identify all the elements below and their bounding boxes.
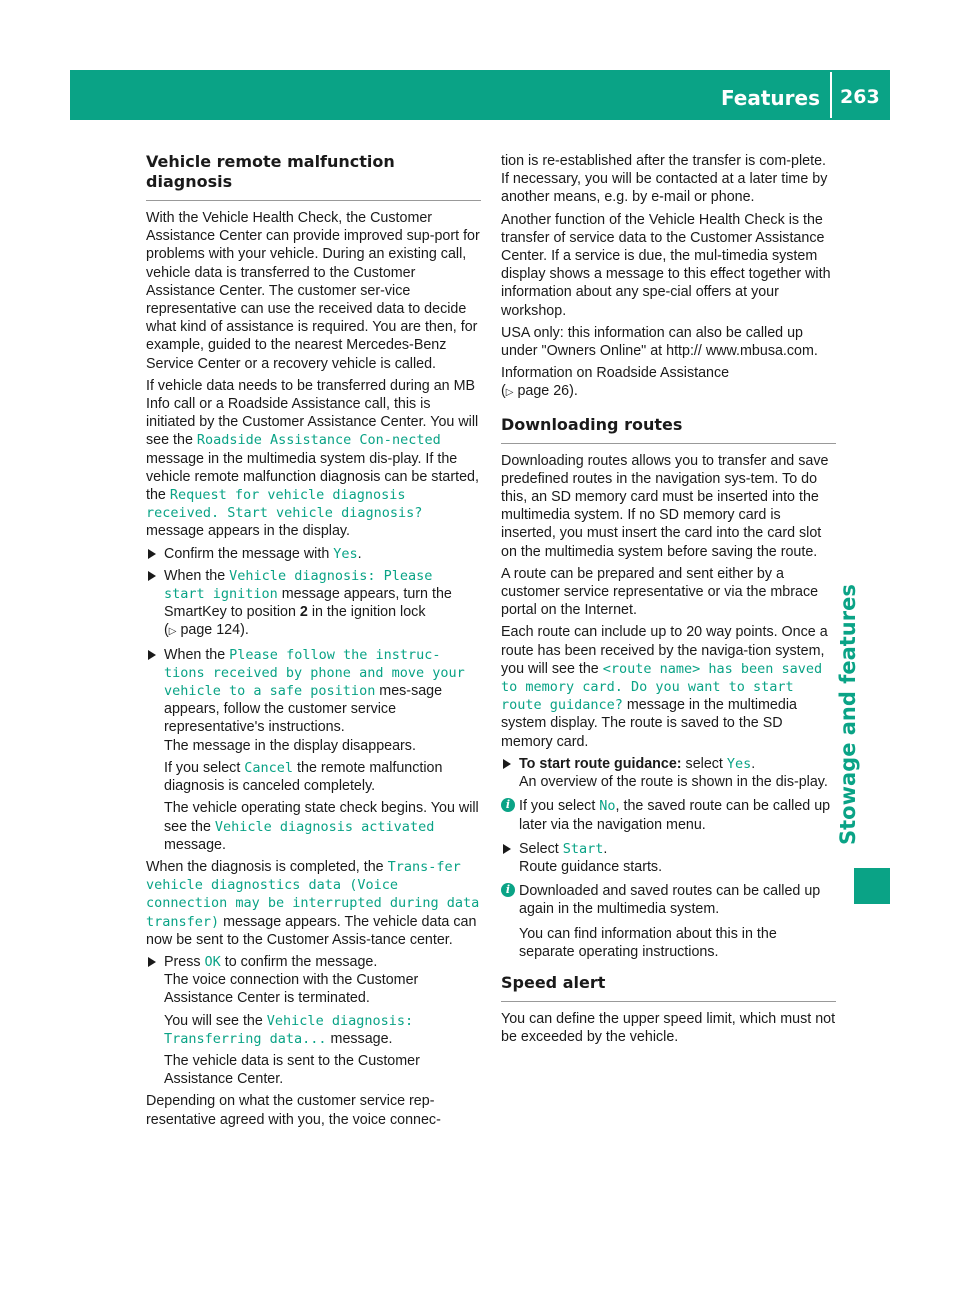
step-detail: The vehicle data is sent to the Customer Assistance Center. [164, 1052, 420, 1088]
side-tab-block [854, 868, 890, 904]
display-message: Roadside Assistance Con‐nected [196, 432, 441, 449]
right-column [501, 152, 836, 1050]
info-note: i Downloaded and saved routes can be called up again in the multimedia system. [501, 882, 836, 918]
display-message: Request for vehicle diagnosis received. Start vehicle diagnosis? [146, 487, 423, 522]
step-detail: You will see the Vehicle diagnosis: Transferring data... message. [164, 1012, 414, 1047]
section-heading: Vehicle remote malfunction diagnosis [146, 152, 481, 201]
header-divider [830, 72, 832, 118]
step-detail: The vehicle operating state check begins. You will see the Vehicle diagnosis activated message. [164, 800, 479, 853]
paragraph: Another function of the Vehicle Health Check is the transfer of service data to the Customer Assistance Center. If a service is due, the mul-timedia system display shows a message to this effect together with information about any spe-cial offers at your workshop. [501, 211, 831, 319]
info-icon: i [501, 798, 515, 812]
page-ref-icon: ▷ [168, 626, 177, 638]
section-title: Features [720, 86, 820, 110]
section-heading: Downloading routes [501, 415, 836, 444]
paragraph: If vehicle data needs to be transferred during an MB Info call or a Roadside Assistance call, this is initiated by the Customer Assistance Center. You will see the Roadside Assistance Con‐nected message in the multimedia system dis-play. If the vehicle remote malfunction diagnosis can be started, the Request for vehicle diagnosis received. Start vehicle diagnosis? message appears in the display. [146, 377, 479, 540]
step-arrow-icon [503, 759, 511, 769]
step-detail: You can find information about this in the separate operating instructions. [519, 925, 777, 960]
step-arrow-icon [148, 549, 156, 559]
instruction-step: Confirm the message with Yes. [146, 545, 481, 563]
paragraph: A route can be prepared and sent either by a customer service representative or via the mbrace portal on the Internet. [501, 565, 819, 619]
left-column [146, 152, 481, 1133]
paragraph: Depending on what the customer service rep-resentative agreed with you, the voice connec- [146, 1093, 441, 1128]
paragraph: Downloading routes allows you to transfer and save predefined routes in the navigation sys-tem. To do this, an SD memory card must be inserted into the multimedia system. If no SD memory card is inserted, you must insert the card into the card slot on the multimedia system before saving the route. [501, 452, 829, 560]
section-heading: Speed alert [501, 973, 836, 1002]
paragraph: Information on Roadside Assistance (▷ page 26). [501, 365, 730, 400]
paragraph: With the Vehicle Health Check, the Customer Assistance Center can provide improved sup-port for problems with your vehicle. During an existing call, vehicle data is transferred to the Customer Assistance Center. The customer ser-vice representative can use the received data to decide what kind of assistance is required. You are then, for example, guided to the nearest Mercedes-Benz Service Center or a recovery vehicle is called. [146, 210, 480, 372]
instruction-step: When the Please follow the instruc‐tions received by phone and move your vehicle to a safe position mes-sage appears, follow the customer service representative's instructions. The message in the display disappears. [146, 646, 481, 755]
paragraph: When the diagnosis is completed, the Trans‐fer vehicle diagnostics data (Voice connection may be interrupted during data transfer) message appears. The vehicle data can now be sent to the Customer Assis-tance center. [146, 858, 480, 948]
info-icon: i [501, 883, 515, 897]
paragraph: Each route can include up to 20 way points. Once a route has been received by the naviga-tion system, you will see the <route name> has been saved to memory card. Do you want to start route guidance? message in the multimedia system display. The route is saved to the SD memory card. [501, 624, 828, 750]
instruction-step: Press OK to confirm the message. The voice connection with the Customer Assistance Center is terminated. [146, 953, 481, 1008]
page-ref-icon: ▷ [505, 387, 514, 399]
instruction-step: When the Vehicle diagnosis: Please start ignition message appears, turn the SmartKey to position 2 in the ignition lock (▷ page 124). [146, 567, 481, 642]
paragraph: USA only: this information can also be called up under "Owners Online" at http:// www.mbusa.com. [501, 324, 818, 360]
instruction-step: Select Start. Route guidance starts. [501, 840, 836, 876]
paragraph: You can define the upper speed limit, which must not be exceeded by the vehicle. [501, 1010, 836, 1046]
step-arrow-icon [148, 571, 156, 581]
step-detail: If you select Cancel the remote malfunction diagnosis is canceled completely. [164, 759, 443, 795]
info-note: i If you select No, the saved route can be called up later via the navigation menu. [501, 797, 836, 833]
step-arrow-icon [503, 844, 511, 854]
step-arrow-icon [148, 650, 156, 660]
instruction-step: To start route guidance: select Yes. An overview of the route is shown in the dis-play. [501, 755, 836, 791]
side-tab-label: Stowage and features [836, 584, 860, 845]
paragraph: tion is re-established after the transfer is com-plete. If necessary, you will be contacted at a later time by another means, e.g. by e-mail or phone. [501, 153, 828, 206]
step-arrow-icon [148, 957, 156, 967]
page-number: 263 [840, 86, 880, 108]
